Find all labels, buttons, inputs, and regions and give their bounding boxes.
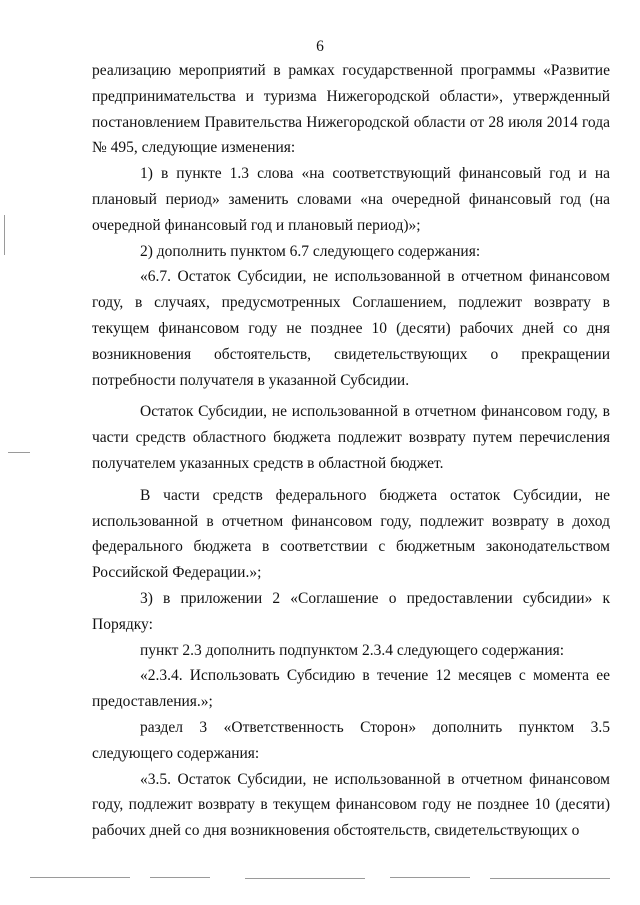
scan-artifact-left [4, 215, 5, 255]
scan-artifact-bottom [30, 877, 130, 878]
paragraph: 2) дополнить пунктом 6.7 следующего содержания: [140, 242, 481, 260]
paragraph: раздел 3 «Ответственность Сторон» дополнить пунктом 3.5 следующего содержания: [92, 718, 610, 762]
paragraph: реализацию мероприятий в рамках государственной программы «Развитие предпринимательства и туризма Нижегородской области», утвержденный постановлением Правительства Нижегородской области от 28 июля 2014 года № 495, следующие изменения: [92, 62, 610, 157]
document-body [92, 58, 610, 844]
paragraph: В части средств федерального бюджета остаток Субсидии, не использованной в отчетном финансовом году, подлежит возврату в доход федерального бюджета в соответствии с бюджетным законодательством Российской Федерации.»; [92, 486, 610, 582]
scan-artifact-bottom [390, 877, 470, 878]
scan-artifact-bottom [490, 878, 610, 879]
paragraph: 3) в приложении 2 «Соглашение о предоставлении субсидии» к Порядку: [92, 589, 610, 633]
paragraph: «2.3.4. Использовать Субсидию в течение 12 месяцев с момента ее предоставления.»; [92, 667, 610, 711]
scan-artifact-left [8, 452, 30, 453]
page-number: 6 [316, 38, 324, 55]
paragraph: «6.7. Остаток Субсидии, не использованной в отчетном финансовом году, в случаях, предусмотренных Соглашением, подлежит возврату в текущем финансовом году не позднее 10 (десяти) рабочих дней со дня возникновения обстоятельств, свидетельствующих о прекращении потребности получателя в указанной Субсидии. [92, 268, 610, 389]
paragraph: Остаток Субсидии, не использованной в отчетном финансовом году, в части средств областного бюджета подлежит возврату путем перечисления получателем указанных средств в областной бюджет. [92, 403, 610, 472]
scan-artifact-bottom [150, 877, 210, 878]
paragraph: пункт 2.3 дополнить подпунктом 2.3.4 следующего содержания: [140, 641, 565, 659]
paragraph: 1) в пункте 1.3 слова «на соответствующий финансовый год и на плановый период» заменить словами «на очередной финансовый год (на очередной финансовый год и плановый период)»; [92, 165, 610, 234]
scan-artifact-bottom [245, 878, 365, 879]
paragraph: «3.5. Остаток Субсидии, не использованной в отчетном финансовом году, подлежит возврату в текущем финансовом году не позднее 10 (десяти) рабочих дней со дня возникновения обстоятельств, свидетельствующих о [92, 770, 610, 840]
